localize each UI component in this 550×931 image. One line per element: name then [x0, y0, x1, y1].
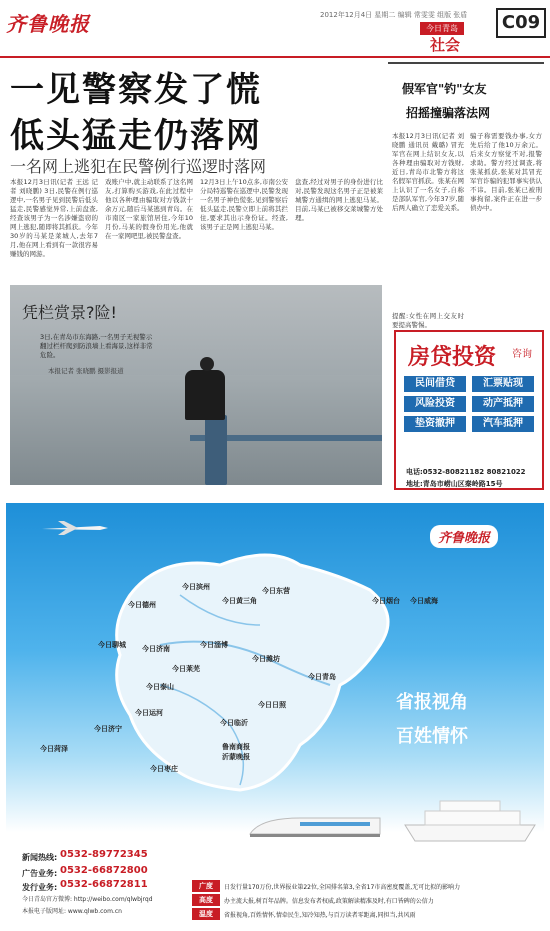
map-city-label: 今日莱芜: [172, 665, 200, 673]
ad-service-tag: 风险投资: [404, 396, 466, 412]
cruise-ship-image: [400, 795, 540, 843]
newspaper-logo: 齐鲁晚报: [6, 12, 90, 36]
promo-tag: 广度: [192, 880, 220, 892]
section-title: 社会: [430, 36, 461, 54]
map-city-label: 今日淄博: [200, 641, 228, 649]
ad-phone: 电话:0532-80821182 80821022: [406, 468, 526, 476]
promo-tag-text: 日发行量170万份,世界报业第22位,全国排名第3,全省17市高密度覆盖,无可比拟的影响力: [224, 884, 461, 891]
website-link: 本报电子版网址: www.qlwb.com.cn: [22, 908, 122, 915]
map-city-label: 今日威海: [410, 597, 438, 605]
photo-credit: 本报记者 张晓鹏 摄影报道: [48, 367, 124, 375]
train-image: [240, 810, 390, 842]
man-figure: [185, 370, 225, 420]
hotline-label: 新闻热线:: [22, 853, 58, 862]
main-headline-line2: 低头猛走仍落网: [10, 116, 262, 156]
map-city-label: 今日聊城: [98, 641, 126, 649]
photo-caption: 3日,在青岛市东海路,一名男子无视警示翻过栏杆爬到防浪墙上看海景,这样非常危险。: [40, 333, 153, 359]
promo-slogan-line1: 省报视角: [396, 692, 468, 713]
story-column: 12月3日上午10点多,市南公安分局特巡警在巡逻中,民警发现一名男子神色慌张,见到警察后低头猛走,民警立即上前将其拦住,要求其出示身份证。经查,该男子正是网上逃犯马某。: [200, 178, 288, 231]
map-city-label: 今日东营: [262, 587, 290, 595]
map-city-label: 今日滨州: [182, 583, 210, 591]
edition-badge: 今日青岛: [420, 22, 464, 35]
story-column: 本报12月3日讯(记者 王远 记者 刘晓鹏) 3日,民警在例行巡逻中,一名男子见到民警后低头猛走,民警感觉异常,上前盘查,经查该男子为一名涉嫌盗窃的网上逃犯,随即将其抓获。今年30岁的马某是莱城人,去年7月,他在网上看到有一款很容易赚钱的网游。: [10, 178, 98, 258]
main-headline-line1: 一见警察发了慌: [10, 70, 262, 110]
ad-service-tag: 汇票贴现: [472, 376, 534, 392]
side-headline-line1: 假军官"钓"女友: [402, 82, 487, 96]
ad-service-tag: 汽车抵押: [472, 416, 534, 432]
ad-title: 房贷投资: [408, 345, 497, 370]
map-city-label: 今日枣庄: [150, 765, 178, 773]
promo-slogan-line2: 百姓情怀: [396, 726, 468, 747]
promo-tag-text: 省报视角,百姓情怀,情牵民生,知冷知热,与百万读者零距离,同担当,共风雨: [224, 912, 416, 919]
side-story-column: 本报12月3日讯(记者 刘晓鹏 通讯员 戴璐) 冒充军官在网上结识女友,以各种理由骗取对方钱财,近日,青岛市北警方将这名假军官抓获。张某在网上认识了一名女子,自称是部队军官,今年37岁,随后两人确立了恋爱关系。: [392, 132, 464, 212]
story-column: 盘查,经过对男子的身份进行比对,民警发现这名男子正是被莱城警方通缉的网上逃犯马某。目前,马某已被移交莱城警方处理。: [295, 178, 383, 222]
side-story-footer: 提醒:女性在网上交友时要提高警惕。: [392, 312, 464, 329]
map-city-label: 沂蒙晚报: [222, 753, 250, 761]
map-city-label: 今日菏泽: [40, 745, 68, 753]
map-city-label: 今日济宁: [94, 725, 122, 733]
railing-post: [205, 415, 227, 485]
airplane-icon: [40, 520, 110, 536]
side-story-column: 骗子称需要钱办事,女方先后给了他10万余元。后来女方察觉不对,报警求助。警方经过调查,将张某抓获,张某对其冒充军官诈骗的犯罪事实供认不讳。目前,张某已被刑事拘留,案件正在进一步侦办中。: [470, 132, 542, 212]
ad-service-tag: 垫资撤押: [404, 416, 466, 432]
weibo-link: 今日青岛官方微博: http://weibo.com/qlwbjrqd: [22, 896, 153, 903]
map-city-label: 鲁南商报: [222, 743, 250, 751]
promo-tag: 高度: [192, 894, 220, 906]
map-city-label: 今日泰山: [146, 683, 174, 691]
hotline-number: 0532-89772345: [60, 849, 148, 860]
map-city-label: 今日运河: [135, 709, 163, 717]
map-city-label: 今日日照: [258, 701, 286, 709]
main-subheadline: 一名网上逃犯在民警例行巡逻时落网: [10, 157, 267, 176]
ad-service-tag: 民间借贷: [404, 376, 466, 392]
map-city-label: 今日青岛: [308, 673, 336, 681]
shandong-map: [100, 535, 400, 800]
map-city-label: 今日德州: [128, 601, 156, 609]
hotline-number: 0532-66872800: [60, 865, 148, 876]
side-headline-line2: 招摇撞骗落法网: [406, 106, 491, 120]
man-head: [200, 357, 214, 371]
map-city-label: 今日临沂: [220, 719, 248, 727]
hotline-label: 发行业务:: [22, 883, 58, 892]
hotline-number: 0532-66872811: [60, 879, 148, 890]
map-city-label: 今日黄三角: [222, 597, 257, 605]
photo-title: 凭栏赏景?险!: [22, 303, 117, 322]
map-city-label: 今日潍坊: [252, 655, 280, 663]
ad-service-tag: 动产抵押: [472, 396, 534, 412]
page-number: C09: [496, 8, 546, 38]
promo-tag: 温度: [192, 908, 220, 920]
promo-logo: 齐鲁晚报: [430, 525, 498, 548]
story-column: 戏账户中,就主动联系了这名网友,打算购买游戏,在此过程中他以各种理由骗取对方钱款十余万元,随后马某逃到青岛。在市南区一家旅馆居住,今年10月份,马某的假身份用光,他就在一家网吧里,被民警盘查。: [105, 178, 193, 240]
map-city-label: 今日济南: [142, 645, 170, 653]
ad-title-suffix: 咨询: [512, 349, 532, 360]
issue-meta: 2012年12月4日 星期二 编辑 常雯雯 组版 张盾: [320, 11, 468, 19]
map-city-label: 今日烟台: [372, 597, 400, 605]
ad-address: 地址:青岛市崂山区秦岭路15号: [406, 480, 503, 488]
promo-tag-text: 办主流大报,树百年品牌。信息发布者权威,政策解读精准及时,有口皆碑的公信力: [224, 898, 434, 905]
hotline-label: 广告业务:: [22, 869, 58, 878]
